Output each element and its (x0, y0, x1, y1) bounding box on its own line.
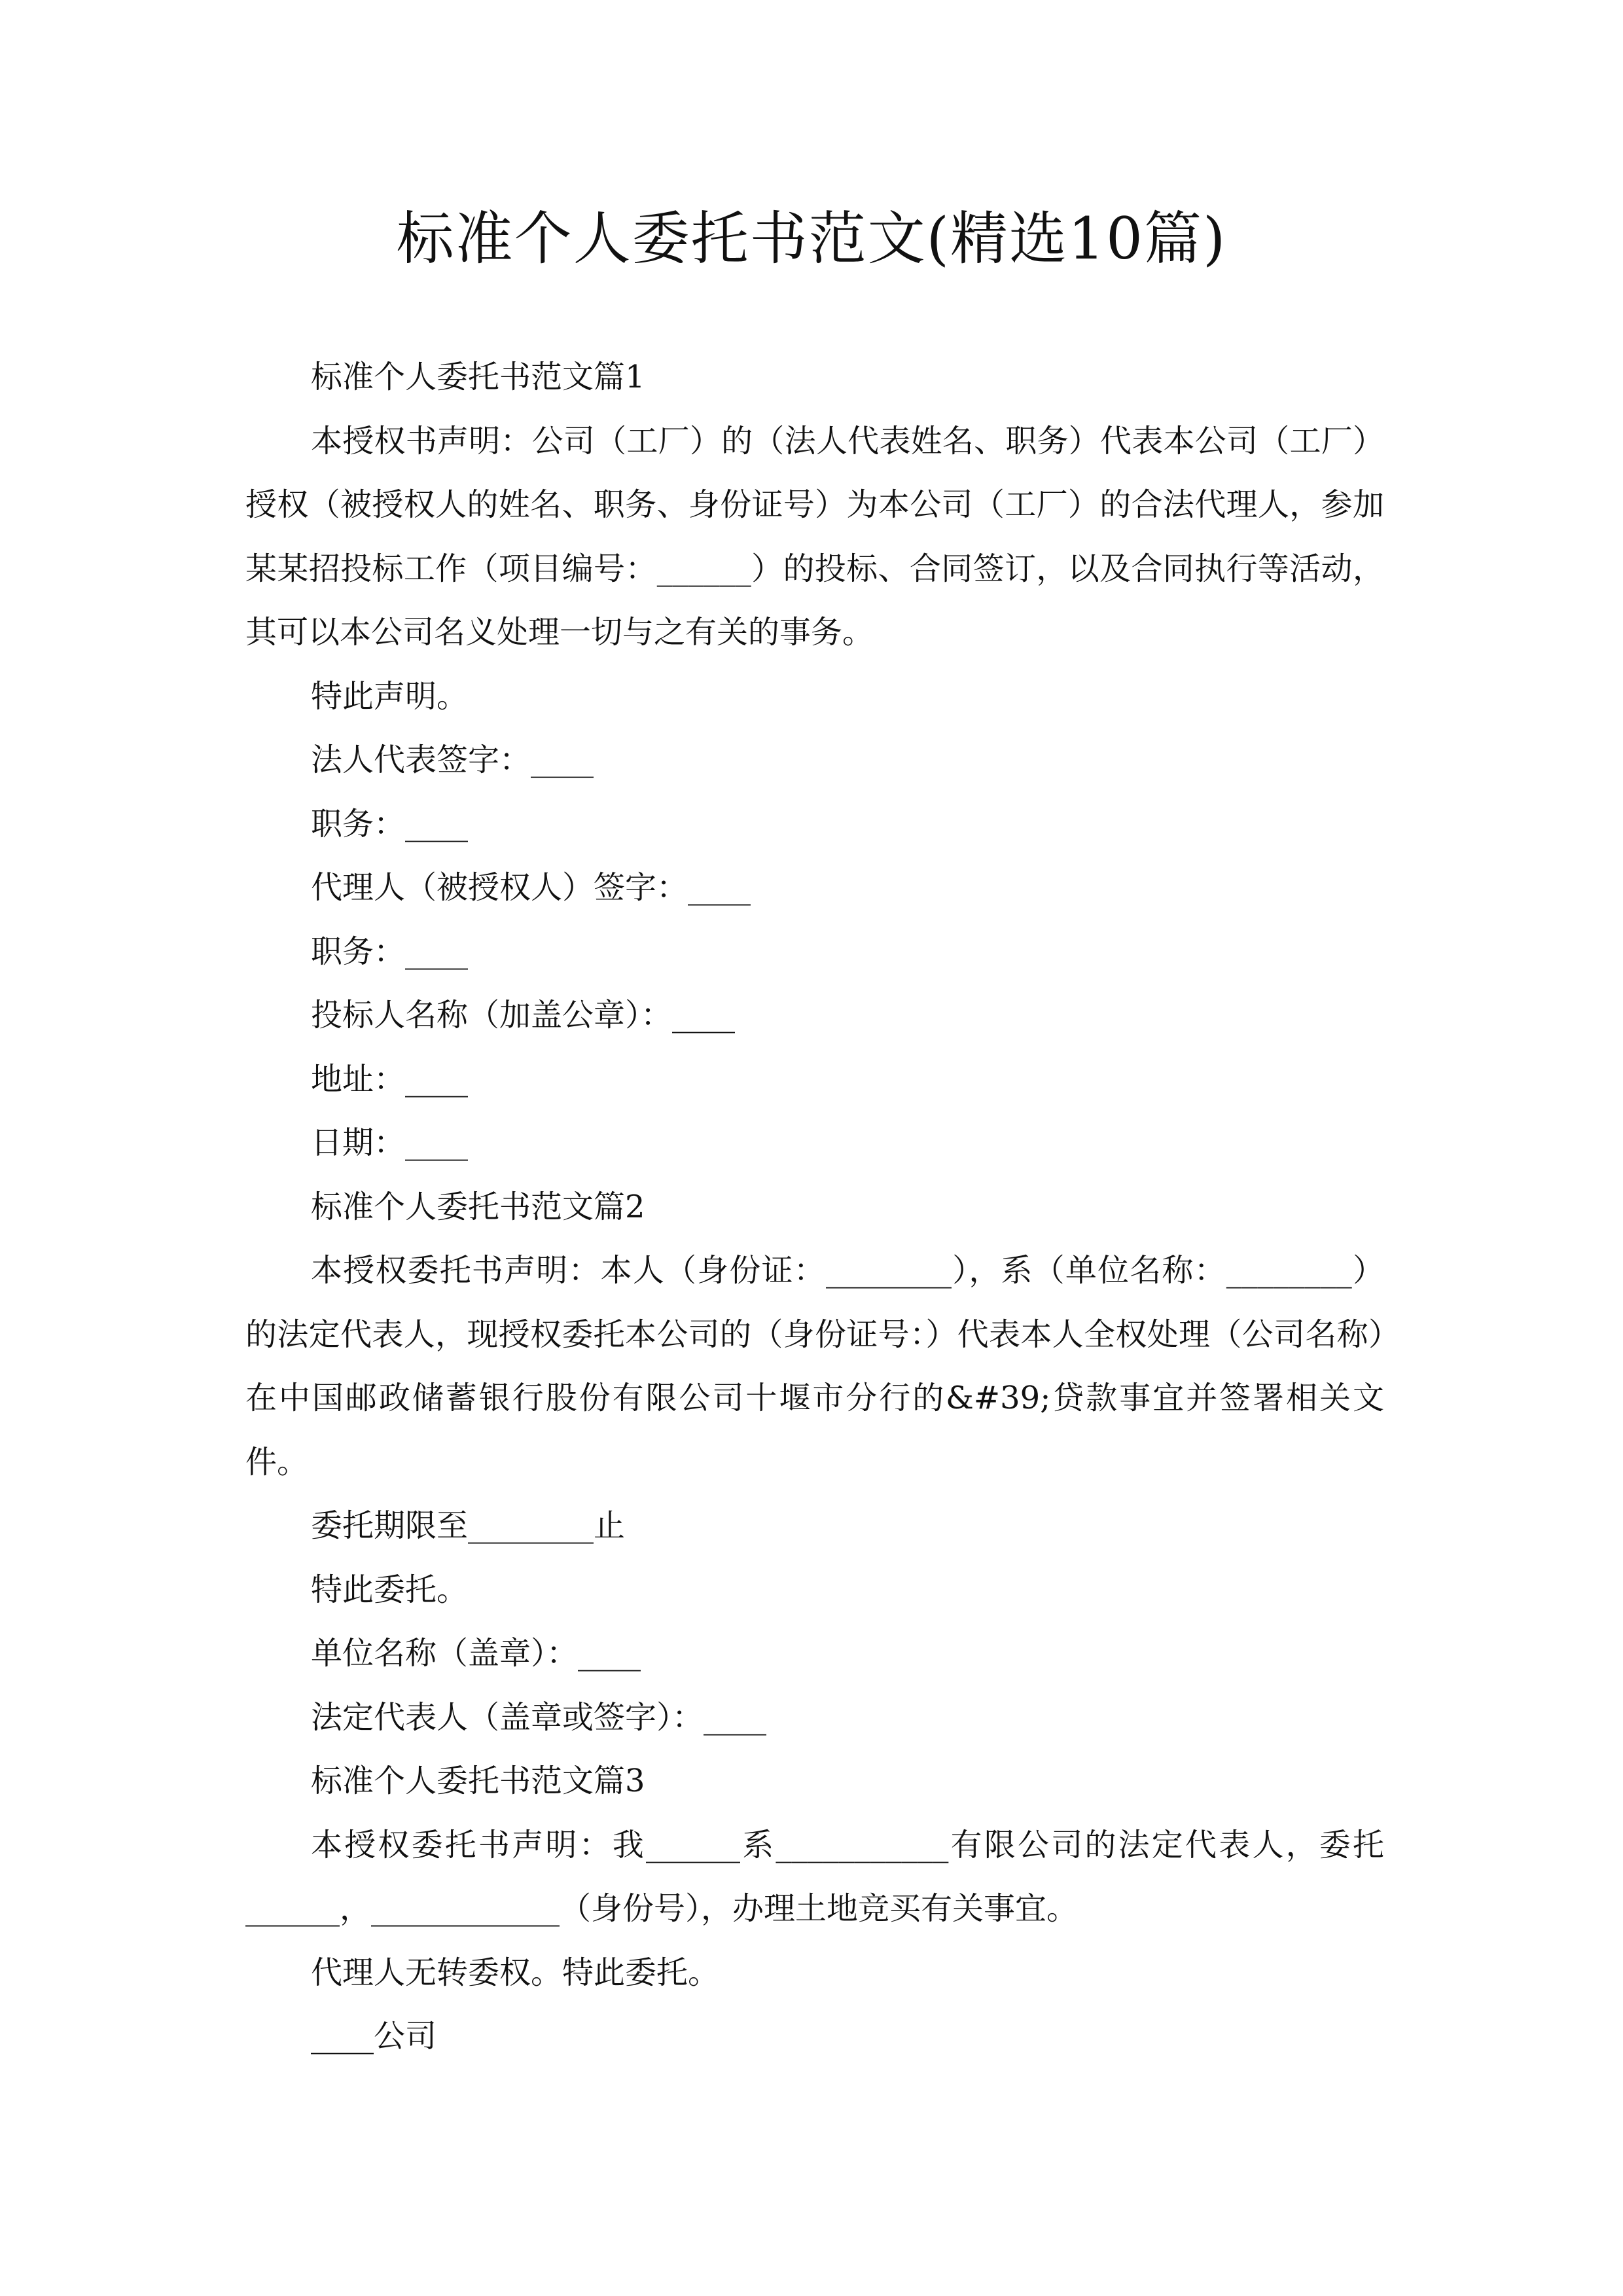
section-heading-3: 标准个人委托书范文篇3 (311, 1763, 645, 1799)
entrust-line: 特此委托。 (311, 1571, 469, 1608)
document-body (245, 346, 1384, 2069)
position-line: 职务：____ (311, 933, 469, 970)
legal-rep-signature-line: 法人代表签字：____ (311, 742, 594, 778)
no-sub-delegation-line: 代理人无转委权。特此委托。 (311, 1954, 720, 1991)
address-line: 地址：____ (311, 1060, 469, 1098)
bidder-name-line: 投标人名称（加盖公章）：____ (311, 997, 736, 1033)
section-heading-2: 标准个人委托书范文篇2 (311, 1188, 645, 1225)
authorization-statement-2: 本授权委托书声明：本人（身份证：________），系（单位名称：________）的法定代表人，现授权委托本公司的（身份证号：）代表本人全权处理（公司名称）在中国邮政储蓄银行股份有限公司十堰市分行的&#39;贷款事宜并签署相关文件。 (245, 1252, 1384, 1480)
position-line: 职务：____ (311, 805, 469, 842)
company-line: ____公司 (311, 2018, 437, 2054)
document-title: 标准个人委托书范文(精选10篇) (396, 205, 1227, 272)
section-heading-1: 标准个人委托书范文篇1 (311, 359, 645, 395)
declaration-line: 特此声明。 (311, 677, 469, 715)
agent-signature-line: 代理人（被授权人）签字：____ (311, 869, 751, 906)
authorization-statement-1: 本授权书声明：公司（工厂）的（法人代表姓名、职务）代表本公司（工厂）授权（被授权人的姓名、职务、身份证号）为本公司（工厂）的合法代理人，参加某某招投标工作（项目编号：______）的投标、合同签订，以及合同执行等活动，其可以本公司名义处理一切与之有关的事务。 (245, 422, 1384, 651)
unit-name-line: 单位名称（盖章）：____ (311, 1635, 641, 1672)
date-line: 日期：____ (311, 1124, 469, 1161)
authorization-statement-3: 本授权委托书声明：我______系___________有限公司的法定代表人，委托______，____________（身份号），办理土地竞买有关事宜。 (245, 1826, 1384, 1927)
legal-rep-seal-line: 法定代表人（盖章或签字）：____ (311, 1698, 767, 1736)
term-line: 委托期限至________止 (311, 1507, 626, 1544)
